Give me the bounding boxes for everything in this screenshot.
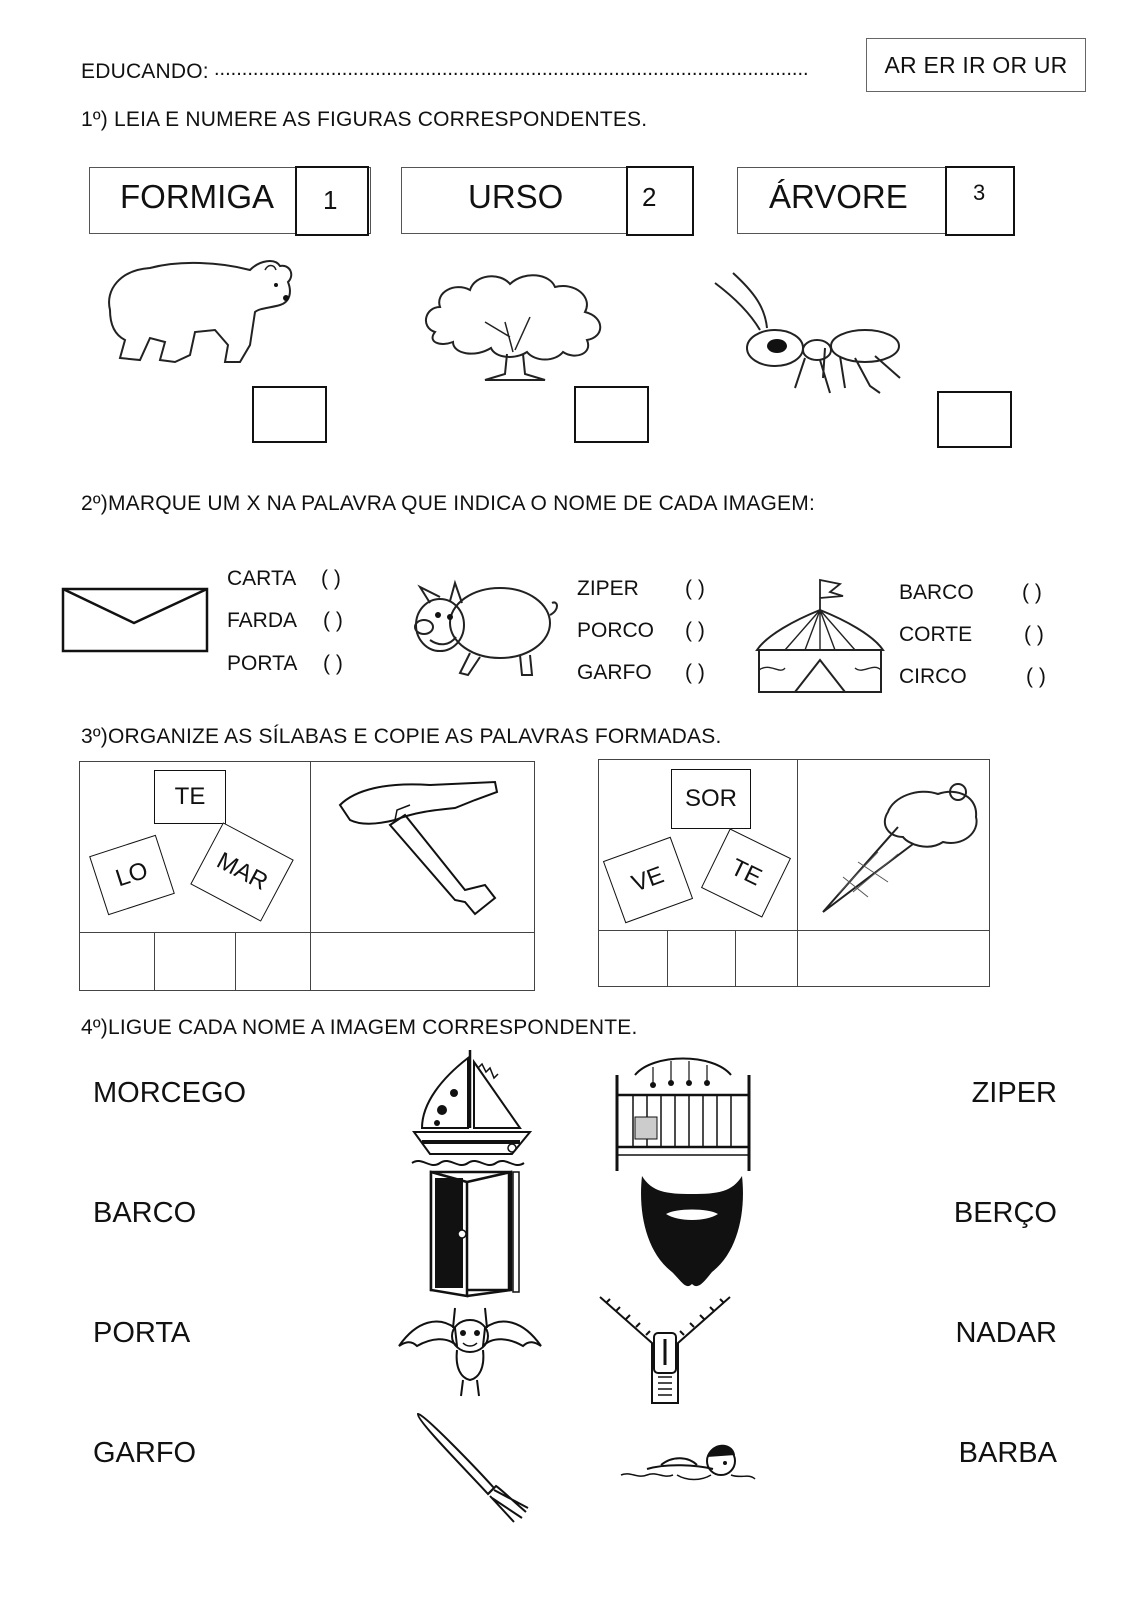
pig-icon xyxy=(410,575,560,680)
envelope-icon xyxy=(62,588,208,652)
q3-p2-syllable-te-text: TE xyxy=(726,853,766,892)
q2-checkbox-farda[interactable]: ( ) xyxy=(323,609,343,632)
q2-option-circo: CIRCO xyxy=(899,665,967,688)
q2-option-ziper: ZIPER xyxy=(577,577,639,600)
q3-p1-syllable-te-text: TE xyxy=(174,783,206,810)
student-label-text: EDUCANDO: xyxy=(81,60,209,83)
q1-word-1: FORMIGA xyxy=(120,178,274,215)
q2-checkbox-corte[interactable]: ( ) xyxy=(1024,623,1044,646)
q2-checkbox-ziper[interactable]: ( ) xyxy=(685,577,705,600)
syllable-tag-box xyxy=(866,38,1086,92)
fork-icon[interactable] xyxy=(416,1412,534,1522)
q4-left-word-porta[interactable]: PORTA xyxy=(93,1317,191,1349)
crib-icon[interactable] xyxy=(613,1055,753,1173)
q3-p1-answer-cell-3[interactable] xyxy=(236,932,308,988)
ice-cream-icon xyxy=(818,782,988,917)
student-name-label xyxy=(81,60,209,84)
q4-right-word-barba[interactable]: BARBA xyxy=(958,1437,1057,1469)
q2-checkbox-circo[interactable]: ( ) xyxy=(1026,665,1046,688)
ant-icon xyxy=(705,268,915,398)
sailboat-icon[interactable] xyxy=(412,1048,536,1172)
q1-number-3: 3 xyxy=(973,180,986,205)
q3-p1-answer-cell-2[interactable] xyxy=(155,932,233,988)
q3-p2-answer-cell-2[interactable] xyxy=(667,930,733,984)
q4-right-word-ziper[interactable]: ZIPER xyxy=(971,1077,1057,1109)
circus-tent-icon xyxy=(755,580,885,700)
q1-answer-box-ant[interactable] xyxy=(937,391,1012,448)
q4-right-word-nadar[interactable]: NADAR xyxy=(955,1317,1057,1349)
q3-p2-syllable-ve-text: VE xyxy=(628,861,668,898)
q3-p1-answer-cell-1[interactable] xyxy=(80,932,152,988)
student-name-field[interactable] xyxy=(214,58,854,81)
swimmer-icon[interactable] xyxy=(617,1435,757,1497)
q1-answer-box-tree[interactable] xyxy=(574,386,649,443)
q3-p2-answer-word[interactable] xyxy=(797,930,987,984)
q4-left-word-garfo[interactable]: GARFO xyxy=(93,1437,197,1469)
hammer-icon xyxy=(335,780,505,920)
tree-icon xyxy=(415,262,615,382)
q1-number-box-2[interactable] xyxy=(626,166,694,236)
q3-p1-syllable-mar-text: MAR xyxy=(212,847,273,896)
q1-word-box-1 xyxy=(89,167,371,234)
q4-left-word-morcego[interactable]: MORCEGO xyxy=(93,1077,247,1109)
bat-icon[interactable] xyxy=(397,1298,543,1402)
door-icon[interactable] xyxy=(427,1168,527,1296)
q2-checkbox-porta[interactable]: ( ) xyxy=(323,652,343,675)
beard-icon[interactable] xyxy=(636,1172,748,1290)
q2-checkbox-barco[interactable]: ( ) xyxy=(1022,581,1042,604)
bear-icon xyxy=(100,250,300,370)
q1-number-2: 2 xyxy=(642,182,657,212)
q3-p2-syllable-sor xyxy=(671,769,751,829)
q2-option-corte: CORTE xyxy=(899,623,973,646)
q3-p2-syllable-sor-text: SOR xyxy=(684,785,737,812)
q2-option-carta: CARTA xyxy=(227,567,297,590)
q2-option-porco: PORCO xyxy=(577,619,655,642)
q1-word-2: URSO xyxy=(468,178,564,215)
q3-p2-answer-cell-3[interactable] xyxy=(735,930,795,984)
q2-checkbox-garfo[interactable]: ( ) xyxy=(685,661,705,684)
q1-word-3: ÁRVORE xyxy=(769,178,908,215)
q1-number-1: 1 xyxy=(323,185,338,215)
q1-number-box-1[interactable] xyxy=(295,166,369,236)
q1-answer-box-bear[interactable] xyxy=(252,386,327,443)
student-name-dotted-line: ........................................................................................................... xyxy=(214,58,809,80)
q2-option-porta: PORTA xyxy=(227,652,298,675)
q2-option-farda: FARDA xyxy=(227,609,298,632)
q4-title: 4º)LIGUE CADA NOME A IMAGEM CORRESPONDENTE. xyxy=(81,1016,638,1039)
q3-title: 3º)ORGANIZE AS SÍLABAS E COPIE AS PALAVRAS FORMADAS. xyxy=(81,725,722,748)
q4-left-word-barco[interactable]: BARCO xyxy=(93,1197,197,1229)
syllable-tag-text: AR ER IR OR UR xyxy=(884,51,1068,78)
q1-title: 1º) LEIA E NUMERE AS FIGURAS CORRESPONDENTES. xyxy=(81,108,648,131)
q1-word-box-3 xyxy=(737,167,1014,234)
q3-p2-answer-cell-1[interactable] xyxy=(599,930,665,984)
q2-option-garfo: GARFO xyxy=(577,661,652,684)
q1-number-box-3[interactable] xyxy=(945,166,1015,236)
q3-p1-syllable-lo-text: LO xyxy=(112,856,152,893)
q3-p1-syllable-te xyxy=(154,770,226,824)
q2-checkbox-porco[interactable]: ( ) xyxy=(685,619,705,642)
q2-title: 2º)MARQUE UM X NA PALAVRA QUE INDICA O NOME DE CADA IMAGEM: xyxy=(81,492,815,515)
q2-option-barco: BARCO xyxy=(899,581,974,604)
q2-checkbox-carta[interactable]: ( ) xyxy=(321,567,341,590)
zipper-icon[interactable] xyxy=(598,1293,732,1405)
q1-word-box-2 xyxy=(401,167,693,234)
q3-p1-answer-word[interactable] xyxy=(311,932,531,988)
q4-right-word-berco[interactable]: BERÇO xyxy=(953,1197,1057,1229)
